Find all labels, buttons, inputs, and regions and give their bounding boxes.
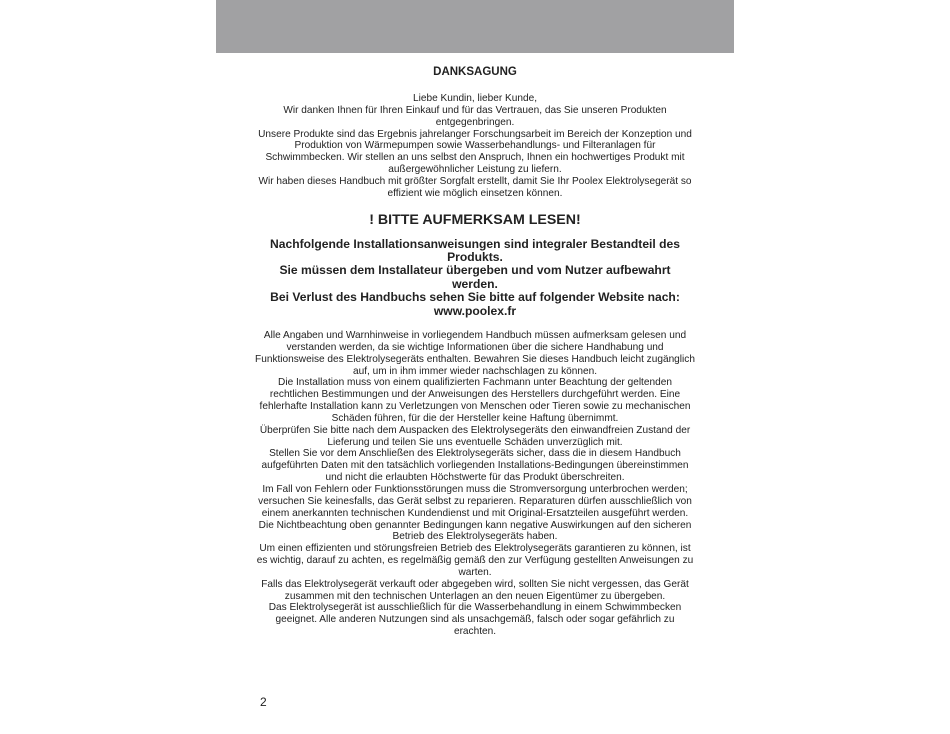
website-link[interactable]: www.poolex.fr <box>433 303 517 318</box>
safety-paragraph: Die Nichtbeachtung oben genannter Bedingungen kann negative Auswirkungen auf den sicheren Betrieb des Elektrolysegeräts haben. <box>258 519 692 543</box>
intro-section <box>255 93 695 200</box>
notice-line: Sie müssen dem Installateur übergeben und vom Nutzer aufbewahrt werden. <box>279 263 671 291</box>
page-number: 2 <box>260 695 267 709</box>
installation-notice <box>255 238 695 318</box>
intro-line: Liebe Kundin, lieber Kunde, <box>412 93 538 104</box>
safety-paragraph: Überprüfen Sie bitte nach dem Auspacken des Elektrolysegeräts den einwandfreien Zustand der Lieferung und teilen Sie uns eventuelle Schäden unverzüglich mit. <box>259 424 691 448</box>
warning-title: ! BITTE AUFMERKSAM LESEN! <box>369 211 581 228</box>
intro-line: Unsere Produkte sind das Ergebnis jahrelanger Forschungsarbeit im Bereich der Konzeption und Produktion von Wärmepumpen sowie Wasserbehandlungs- und Filteranlagen für Schwimmbecken. Wir stellen an uns selbst den Anspruch, Ihnen ein hochwertiges Produkt mit außergewöhnlicher Leistung zu liefern. <box>258 128 692 176</box>
header-bar <box>216 0 734 53</box>
intro-line: Wir danken Ihnen für Ihren Einkauf und für das Vertrauen, das Sie unseren Produkten entgegenbringen. <box>283 104 667 128</box>
notice-line: Bei Verlust des Handbuchs sehen Sie bitte auf folgender Website nach: <box>270 290 680 305</box>
safety-section <box>255 330 695 638</box>
safety-paragraph: Im Fall von Fehlern oder Funktionsstörungen muss die Stromversorgung unterbrochen werden; versuchen Sie keinesfalls, das Gerät selbst zu reparieren. Reparaturen dürfen ausschließlich von einem anerkannten technischen Kundendienst und mit Original-Ersatzteilen ausgeführt werden. <box>258 484 692 519</box>
safety-paragraph: Das Elektrolysegerät ist ausschließlich für die Wasserbehandlung in einem Schwimmbecken geeignet. Alle anderen Nutzungen sind als unsachgemäß, falsch oder sogar gefährlich zu erachten. <box>268 602 682 638</box>
intro-line: Wir haben dieses Handbuch mit größter Sorgfalt erstellt, damit Sie Ihr Poolex Elektrolysegerät so effizient wie möglich einsetzen können. <box>258 175 692 199</box>
safety-paragraph: Die Installation muss von einem qualifizierten Fachmann unter Beachtung der geltenden rechtlichen Bestimmungen und der Anweisungen des Herstellers durchgeführt werden. Eine fehlerhafte Installation kann zu Verletzungen von Menschen oder Tieren sowie zu mechanischen Schäden führen, für die der Hersteller keine Haftung übernimmt. <box>259 377 691 424</box>
safety-paragraph: Um einen effizienten und störungsfreien Betrieb des Elektrolysegeräts garantieren zu können, ist es wichtig, darauf zu achten, es regelmäßig gemäß den zur Verfügung gestellten Anweisungen zu warten. <box>256 543 694 578</box>
page-content <box>255 65 695 638</box>
safety-paragraph: Stellen Sie vor dem Anschließen des Elektrolysegeräts sicher, dass die in diesem Handbuch aufgeführten Daten mit den tatsächlich vorliegenden Installations-Bedingungen übereinstimmen und nicht die erlaubten Höchstwerte für das Produkt überschreiten. <box>261 448 689 484</box>
safety-paragraph: Falls das Elektrolysegerät verkauft oder abgegeben wird, sollten Sie nicht vergessen, das Gerät zusammen mit den technischen Unterlagen an den neuen Eigentümer zu übergeben. <box>261 578 689 602</box>
page-heading: DANKSAGUNG <box>433 66 517 78</box>
safety-paragraph: Alle Angaben und Warnhinweise in vorliegendem Handbuch müssen aufmerksam gelesen und verstanden werden, da sie wichtige Informationen über die sichere Handhabung und Funktionsweise des Elektrolysegeräts enthalten. Bewahren Sie dieses Handbuch leicht zugänglich auf, um in ihm immer wieder nachschlagen zu können. <box>255 330 695 377</box>
notice-line: Nachfolgende Installationsanweisungen sind integraler Bestandteil des Produkts. <box>270 236 680 264</box>
